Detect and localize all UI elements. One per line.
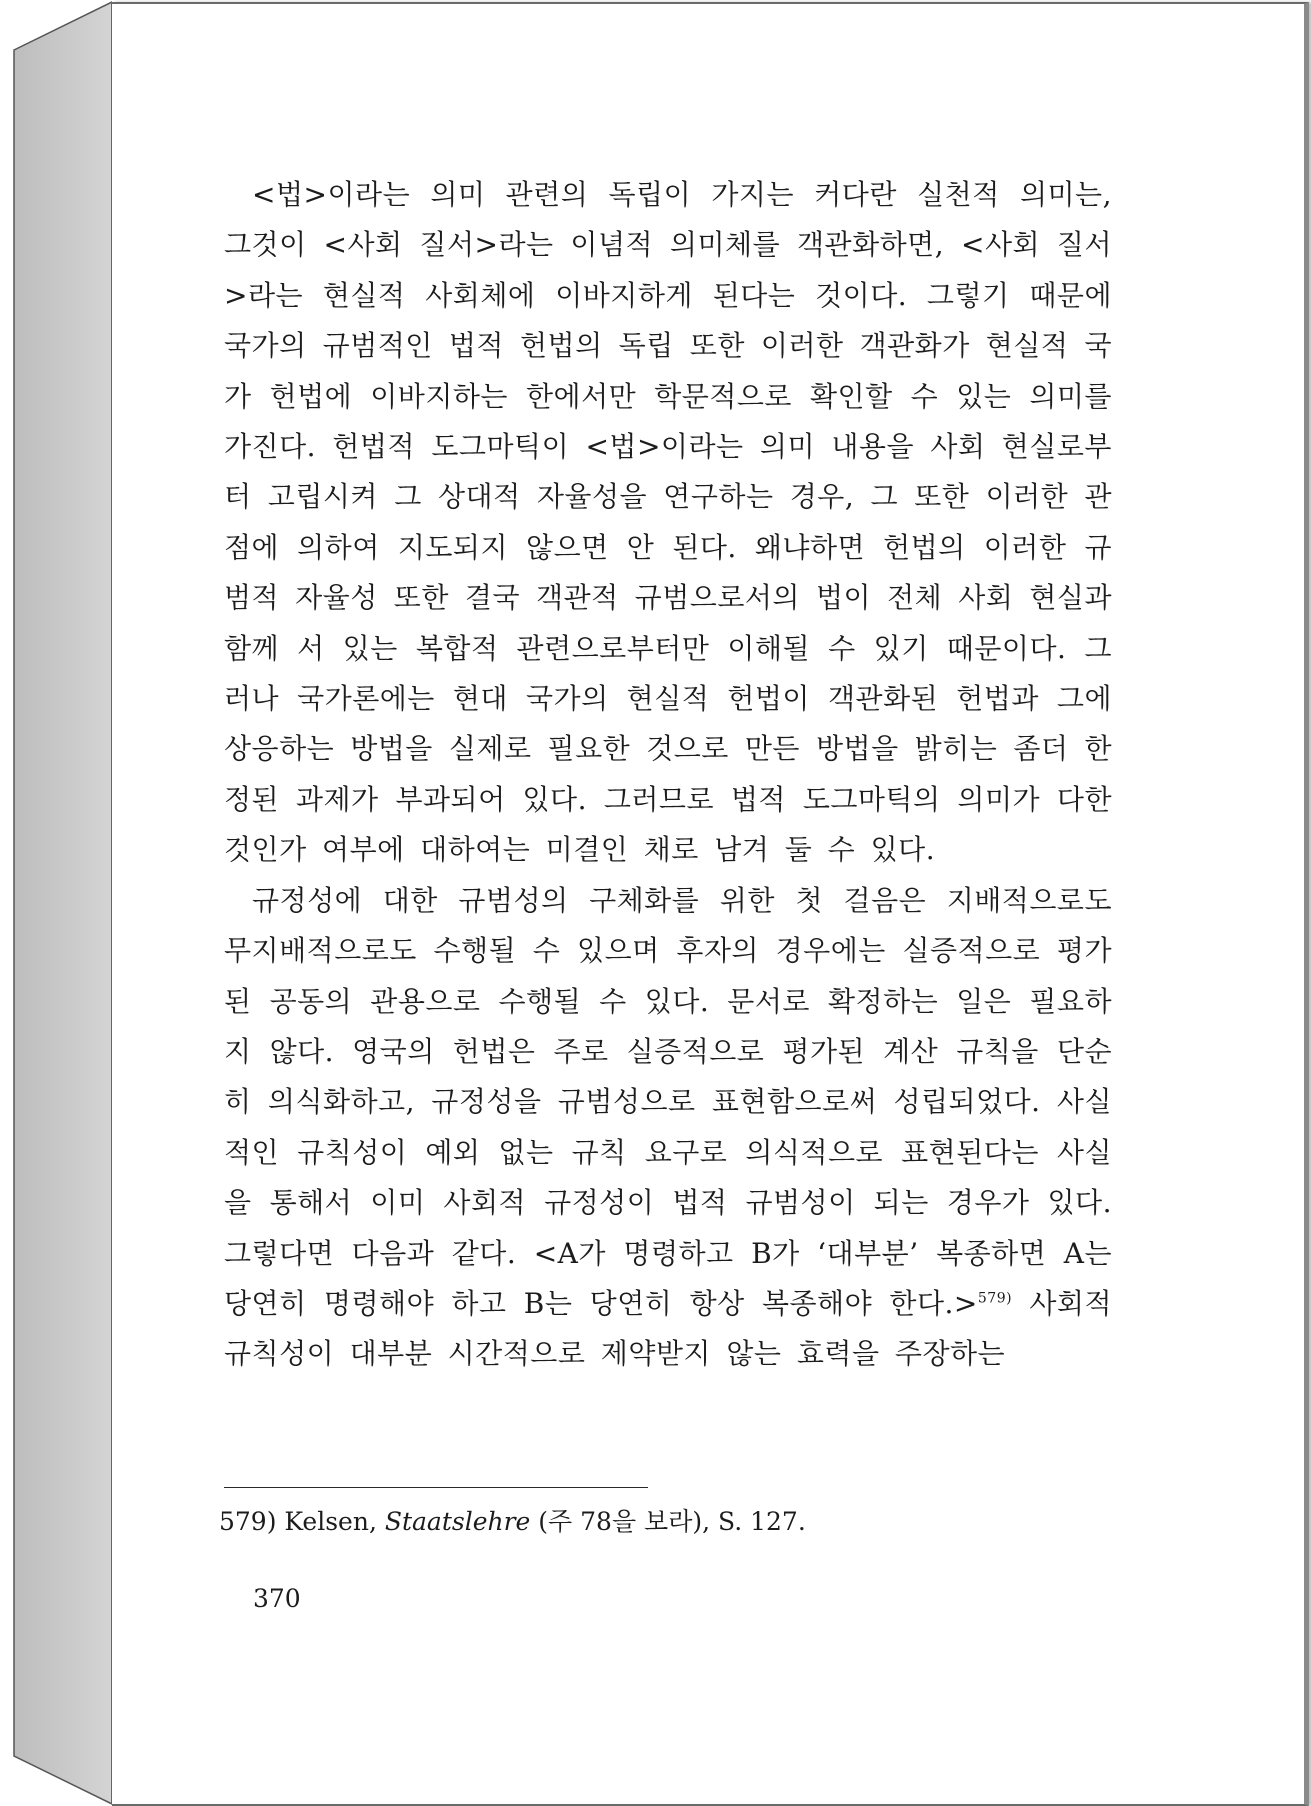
paragraph-2-text-continued: 사회적 규칙성이 대부분 시간적으로 제약받지 않는 효력을 주장하는 (224, 1286, 1112, 1371)
footnote-divider (224, 1487, 648, 1488)
main-text (224, 170, 1112, 1380)
paragraph-2 (224, 876, 1112, 1380)
footnote-suffix: (주 78을 보라), S. 127. (530, 1507, 806, 1536)
paragraph-1 (224, 170, 1112, 876)
paragraph-1-text: <법>이라는 의미 관련의 독립이 가지는 커다란 실천적 의미는, 그것이 <사회 질서>라는 이념적 의미체를 객관화하면, <사회 질서>라는 현실적 사회체에 이바지하게 된다는 것이다. 그렇기 때문에 국가의 규범적인 법적 헌법의 독립 또한 이러한 객관화가 현실적 국가 헌법에 이바지하는 한에서만 학문적으로 확인할 수 있는 의미를 가진다. 헌법적 도그마틱이 <법>이라는 의미 내용을 사회 현실로부터 고립시켜 그 상대적 자율성을 연구하는 경우, 그 또한 이러한 관점에 의하여 지도되지 않으면 안 된다. 왜냐하면 헌법의 이러한 규범적 자율성 또한 결국 객관적 규범으로서의 법이 전체 사회 현실과 함께 서 있는 복합적 관련으로부터만 이해될 수 있기 때문이다. 그러나 국가론에는 현대 국가의 현실적 헌법이 객관화된 헌법과 그에 상응하는 방법을 실제로 필요한 것으로 만든 방법을 밝히는 좀더 한정된 과제가 부과되어 있다. 그러므로 법적 도그마틱의 의미가 다한 것인가 여부에 대하여는 미결인 채로 남겨 둘 수 있다. (224, 178, 1112, 867)
footnote (219, 1502, 806, 1538)
book-spine-edge (0, 0, 112, 1806)
page-number: 370 (253, 1584, 301, 1613)
footnote-reference: 579) (977, 1290, 1013, 1307)
paragraph-2-text: 규정성에 대한 규범성의 구체화를 위한 첫 걸음은 지배적으로도 무지배적으로도 수행될 수 있으며 후자의 경우에는 실증적으로 평가된 공동의 관용으로 수행될 수 있다. 문서로 확정하는 일은 필요하지 않다. 영국의 헌법은 주로 실증적으로 평가된 계산 규칙을 단순히 의식화하고, 규정성을 규범성으로 표현함으로써 성립되었다. 사실적인 규칙성이 예외 없는 규칙 요구로 의식적으로 표현된다는 사실을 통해서 이미 사회적 규정성이 법적 규범성이 되는 경우가 있다. 그렇다면 다음과 같다. <A가 명령하고 B가 ‘대부분’ 복종하면 A는 당연히 명령해야 하고 B는 당연히 항상 복종해야 한다.> (224, 883, 1112, 1320)
footnote-title: Staatslehre (384, 1507, 531, 1536)
footnote-prefix: 579) Kelsen, (219, 1507, 385, 1536)
